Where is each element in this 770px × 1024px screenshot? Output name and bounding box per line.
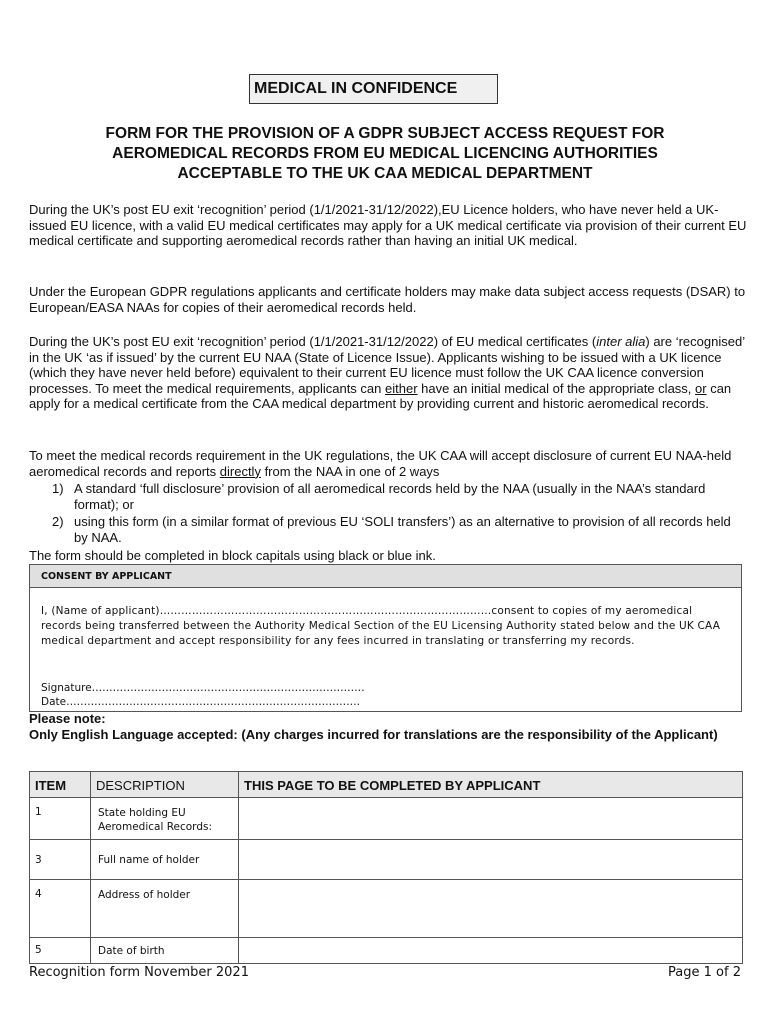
p4-directly: directly [219,463,261,479]
signature-field[interactable]: Signature…………………………………………………………………… [41,682,365,694]
paragraph-conversion [29,334,749,412]
row-description: State holding EU Aeromedical Records: [91,798,239,840]
confidential-label: MEDICAL IN CONFIDENCE [249,74,498,104]
p3-part-b: ) are ‘recognised’ in the UK ‘as if issued’ by the current EU NAA (State of Licence Issue). Applicants wishing to be issued with a UK licence (which they have never held before) equivalent to their current EU licence must follow the UK CAA licence conversion processes. To meet the medical requirements, applicants can [29,334,745,396]
row-input-address[interactable] [239,880,743,938]
title-line-1: FORM FOR THE PROVISION OF A GDPR SUBJECT ACCESS REQUEST FOR [105,125,665,142]
note-heading: Please note: [29,711,106,726]
consent-header: CONSENT BY APPLICANT [30,565,741,588]
p3-part-a: During the UK’s post EU exit ‘recognition’ period (1/1/2021-31/12/2022) of EU medical certificates ( [29,334,597,349]
please-note [29,711,749,742]
table-row [30,798,743,840]
p3-or: or [695,380,707,396]
footer-page-number: Page 1 of 2 [668,965,741,980]
table-header-row [30,772,743,798]
table-row [30,938,743,964]
applicant-table [29,771,743,964]
row-description: Date of birth [91,938,239,964]
p4-part-a: To meet the medical records requirement in the UK regulations, the UK CAA will accept disclosure of current EU NAA-held aeromedical records and reports [29,448,732,479]
p3-part-d: can apply for a medical certificate from the CAA medical department by providing current and historic aeromedical records. [29,380,732,412]
header-item: ITEM [30,772,91,798]
block-capitals-instruction: The form should be completed in block capitals using black or blue ink. [29,548,436,563]
list-text: A standard ‘full disclosure’ provision of all aeromedical records held by the NAA (usually in the NAA’s standard format); or [74,481,706,512]
row-item: 3 [30,840,91,880]
header-applicant: THIS PAGE TO BE COMPLETED BY APPLICANT [239,772,743,798]
title-line-2: AEROMEDICAL RECORDS FROM EU MEDICAL LICENCING AUTHORITIES [112,145,658,162]
row-input-name[interactable] [239,840,743,880]
row-item: 1 [30,798,91,840]
list-number: 2) [52,514,64,529]
consent-section [29,564,742,712]
p3-either: either [385,380,418,396]
row-description: Full name of holder [91,840,239,880]
consent-text: I, (Name of applicant)…………………………………………………………………………………consent to copies of my aeromedical records being transferred between the Authority Medical Section of the EU Licensing Authority stated below and the UK CAA medical department and accept responsibility for any fees incurred in translating or transferring my records. [41,605,721,647]
form-title [40,124,730,184]
table-row [30,880,743,938]
row-item: 5 [30,938,91,964]
paragraph-recognition-period: During the UK’s post EU exit ‘recognition’ period (1/1/2021-31/12/2022),EU Licence holders, who have never held a UK-issued EU licence, with a valid EU medical certificates may apply for a UK medical certificate via provision of their current EU medical certificate and supporting aeromedical records rather than having an initial UK medical. [29,202,747,249]
p3-italic: inter alia [596,334,646,349]
row-item: 4 [30,880,91,938]
row-input-dob[interactable] [239,938,743,964]
header-description: DESCRIPTION [91,772,239,798]
row-description: Address of holder [91,880,239,938]
date-field[interactable]: Date………………………………………………………………………… [41,696,361,708]
list-number: 1) [52,481,64,496]
title-line-3: ACCEPTABLE TO THE UK CAA MEDICAL DEPARTMENT [177,165,593,182]
p4-part-b: from the NAA in one of 2 ways [260,463,440,479]
paragraph-gdpr: Under the European GDPR regulations applicants and certificate holders may make data subject access requests (DSAR) to European/EASA NAAs for copies of their aeromedical records held. [29,284,746,315]
footer-form-name: Recognition form November 2021 [29,965,249,980]
p3-part-c: have an initial medical of the appropriate class, [417,380,696,396]
row-input-state[interactable] [239,798,743,840]
list-text: using this form (in a similar format of previous EU ‘SOLI transfers’) as an alternative to provision of all records held by NAA. [74,514,731,545]
table-row [30,840,743,880]
signature-block [41,681,365,709]
note-language: Only English Language accepted: (Any charges incurred for translations are the responsibility of the Applicant) [29,726,718,742]
paragraph-records-requirement [29,448,749,479]
